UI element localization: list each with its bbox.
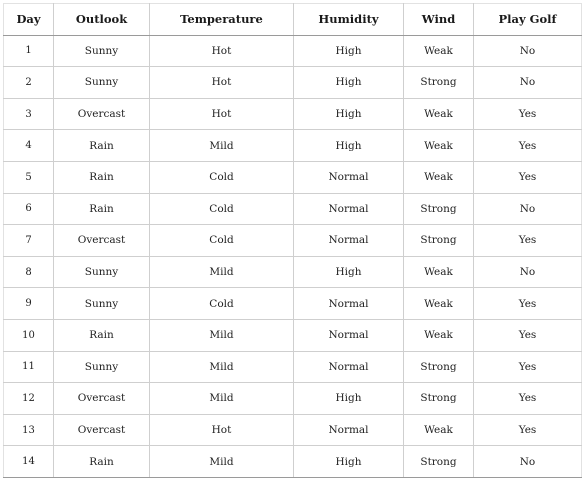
cell-wind: Strong	[404, 225, 474, 257]
cell-outlook: Rain	[54, 193, 150, 225]
cell-day: 3	[4, 98, 54, 130]
cell-day: 5	[4, 161, 54, 193]
cell-day: 1	[4, 35, 54, 67]
table-row	[4, 225, 582, 257]
cell-temperature: Cold	[150, 161, 294, 193]
cell-play-golf: No	[474, 35, 582, 67]
cell-wind: Strong	[404, 351, 474, 383]
cell-outlook: Sunny	[54, 288, 150, 320]
header-humidity: Humidity	[294, 4, 404, 36]
cell-temperature: Mild	[150, 383, 294, 415]
cell-humidity: High	[294, 256, 404, 288]
cell-temperature: Mild	[150, 446, 294, 478]
table-body	[4, 35, 582, 477]
cell-wind: Weak	[404, 35, 474, 67]
cell-humidity: Normal	[294, 319, 404, 351]
cell-play-golf: No	[474, 193, 582, 225]
cell-humidity: High	[294, 35, 404, 67]
cell-humidity: Normal	[294, 225, 404, 257]
header-temperature: Temperature	[150, 4, 294, 36]
cell-wind: Strong	[404, 383, 474, 415]
cell-humidity: High	[294, 67, 404, 99]
cell-temperature: Mild	[150, 319, 294, 351]
cell-wind: Strong	[404, 67, 474, 99]
cell-wind: Weak	[404, 414, 474, 446]
cell-play-golf: Yes	[474, 383, 582, 415]
cell-wind: Weak	[404, 161, 474, 193]
cell-play-golf: Yes	[474, 161, 582, 193]
cell-humidity: Normal	[294, 193, 404, 225]
cell-outlook: Rain	[54, 446, 150, 478]
cell-temperature: Hot	[150, 98, 294, 130]
cell-outlook: Sunny	[54, 256, 150, 288]
cell-temperature: Mild	[150, 130, 294, 162]
cell-day: 6	[4, 193, 54, 225]
cell-day: 8	[4, 256, 54, 288]
cell-play-golf: No	[474, 256, 582, 288]
table-row	[4, 288, 582, 320]
table-row	[4, 383, 582, 415]
table-row	[4, 446, 582, 478]
header-day: Day	[4, 4, 54, 36]
cell-outlook: Overcast	[54, 383, 150, 415]
table-row	[4, 256, 582, 288]
cell-temperature: Mild	[150, 351, 294, 383]
cell-temperature: Mild	[150, 256, 294, 288]
cell-outlook: Rain	[54, 161, 150, 193]
cell-play-golf: Yes	[474, 351, 582, 383]
cell-outlook: Rain	[54, 130, 150, 162]
table-row	[4, 193, 582, 225]
cell-outlook: Overcast	[54, 98, 150, 130]
cell-outlook: Overcast	[54, 225, 150, 257]
cell-outlook: Sunny	[54, 351, 150, 383]
cell-humidity: Normal	[294, 161, 404, 193]
cell-temperature: Hot	[150, 35, 294, 67]
header-play-golf: Play Golf	[474, 4, 582, 36]
cell-play-golf: Yes	[474, 288, 582, 320]
header-outlook: Outlook	[54, 4, 150, 36]
cell-temperature: Cold	[150, 193, 294, 225]
cell-outlook: Rain	[54, 319, 150, 351]
cell-play-golf: Yes	[474, 414, 582, 446]
cell-wind: Strong	[404, 446, 474, 478]
cell-temperature: Hot	[150, 414, 294, 446]
table-row	[4, 414, 582, 446]
cell-day: 13	[4, 414, 54, 446]
cell-day: 7	[4, 225, 54, 257]
cell-temperature: Cold	[150, 225, 294, 257]
cell-wind: Weak	[404, 98, 474, 130]
table-row	[4, 319, 582, 351]
cell-wind: Strong	[404, 193, 474, 225]
cell-outlook: Overcast	[54, 414, 150, 446]
cell-day: 4	[4, 130, 54, 162]
cell-outlook: Sunny	[54, 67, 150, 99]
cell-humidity: Normal	[294, 414, 404, 446]
header-wind: Wind	[404, 4, 474, 36]
cell-day: 10	[4, 319, 54, 351]
cell-outlook: Sunny	[54, 35, 150, 67]
cell-wind: Weak	[404, 288, 474, 320]
cell-day: 11	[4, 351, 54, 383]
cell-day: 2	[4, 67, 54, 99]
cell-humidity: Normal	[294, 288, 404, 320]
cell-humidity: High	[294, 446, 404, 478]
table-row	[4, 35, 582, 67]
cell-wind: Weak	[404, 130, 474, 162]
cell-temperature: Hot	[150, 67, 294, 99]
cell-play-golf: Yes	[474, 98, 582, 130]
cell-humidity: High	[294, 130, 404, 162]
cell-wind: Weak	[404, 319, 474, 351]
cell-play-golf: Yes	[474, 225, 582, 257]
table-row	[4, 161, 582, 193]
cell-play-golf: Yes	[474, 130, 582, 162]
cell-humidity: Normal	[294, 351, 404, 383]
table-row	[4, 98, 582, 130]
play-golf-table	[3, 3, 582, 478]
cell-temperature: Cold	[150, 288, 294, 320]
cell-humidity: High	[294, 98, 404, 130]
cell-day: 12	[4, 383, 54, 415]
table-header-row	[4, 4, 582, 36]
table-row	[4, 130, 582, 162]
cell-play-golf: No	[474, 67, 582, 99]
cell-play-golf: No	[474, 446, 582, 478]
cell-day: 14	[4, 446, 54, 478]
table-row	[4, 67, 582, 99]
cell-play-golf: Yes	[474, 319, 582, 351]
table-row	[4, 351, 582, 383]
cell-wind: Weak	[404, 256, 474, 288]
cell-humidity: High	[294, 383, 404, 415]
cell-day: 9	[4, 288, 54, 320]
